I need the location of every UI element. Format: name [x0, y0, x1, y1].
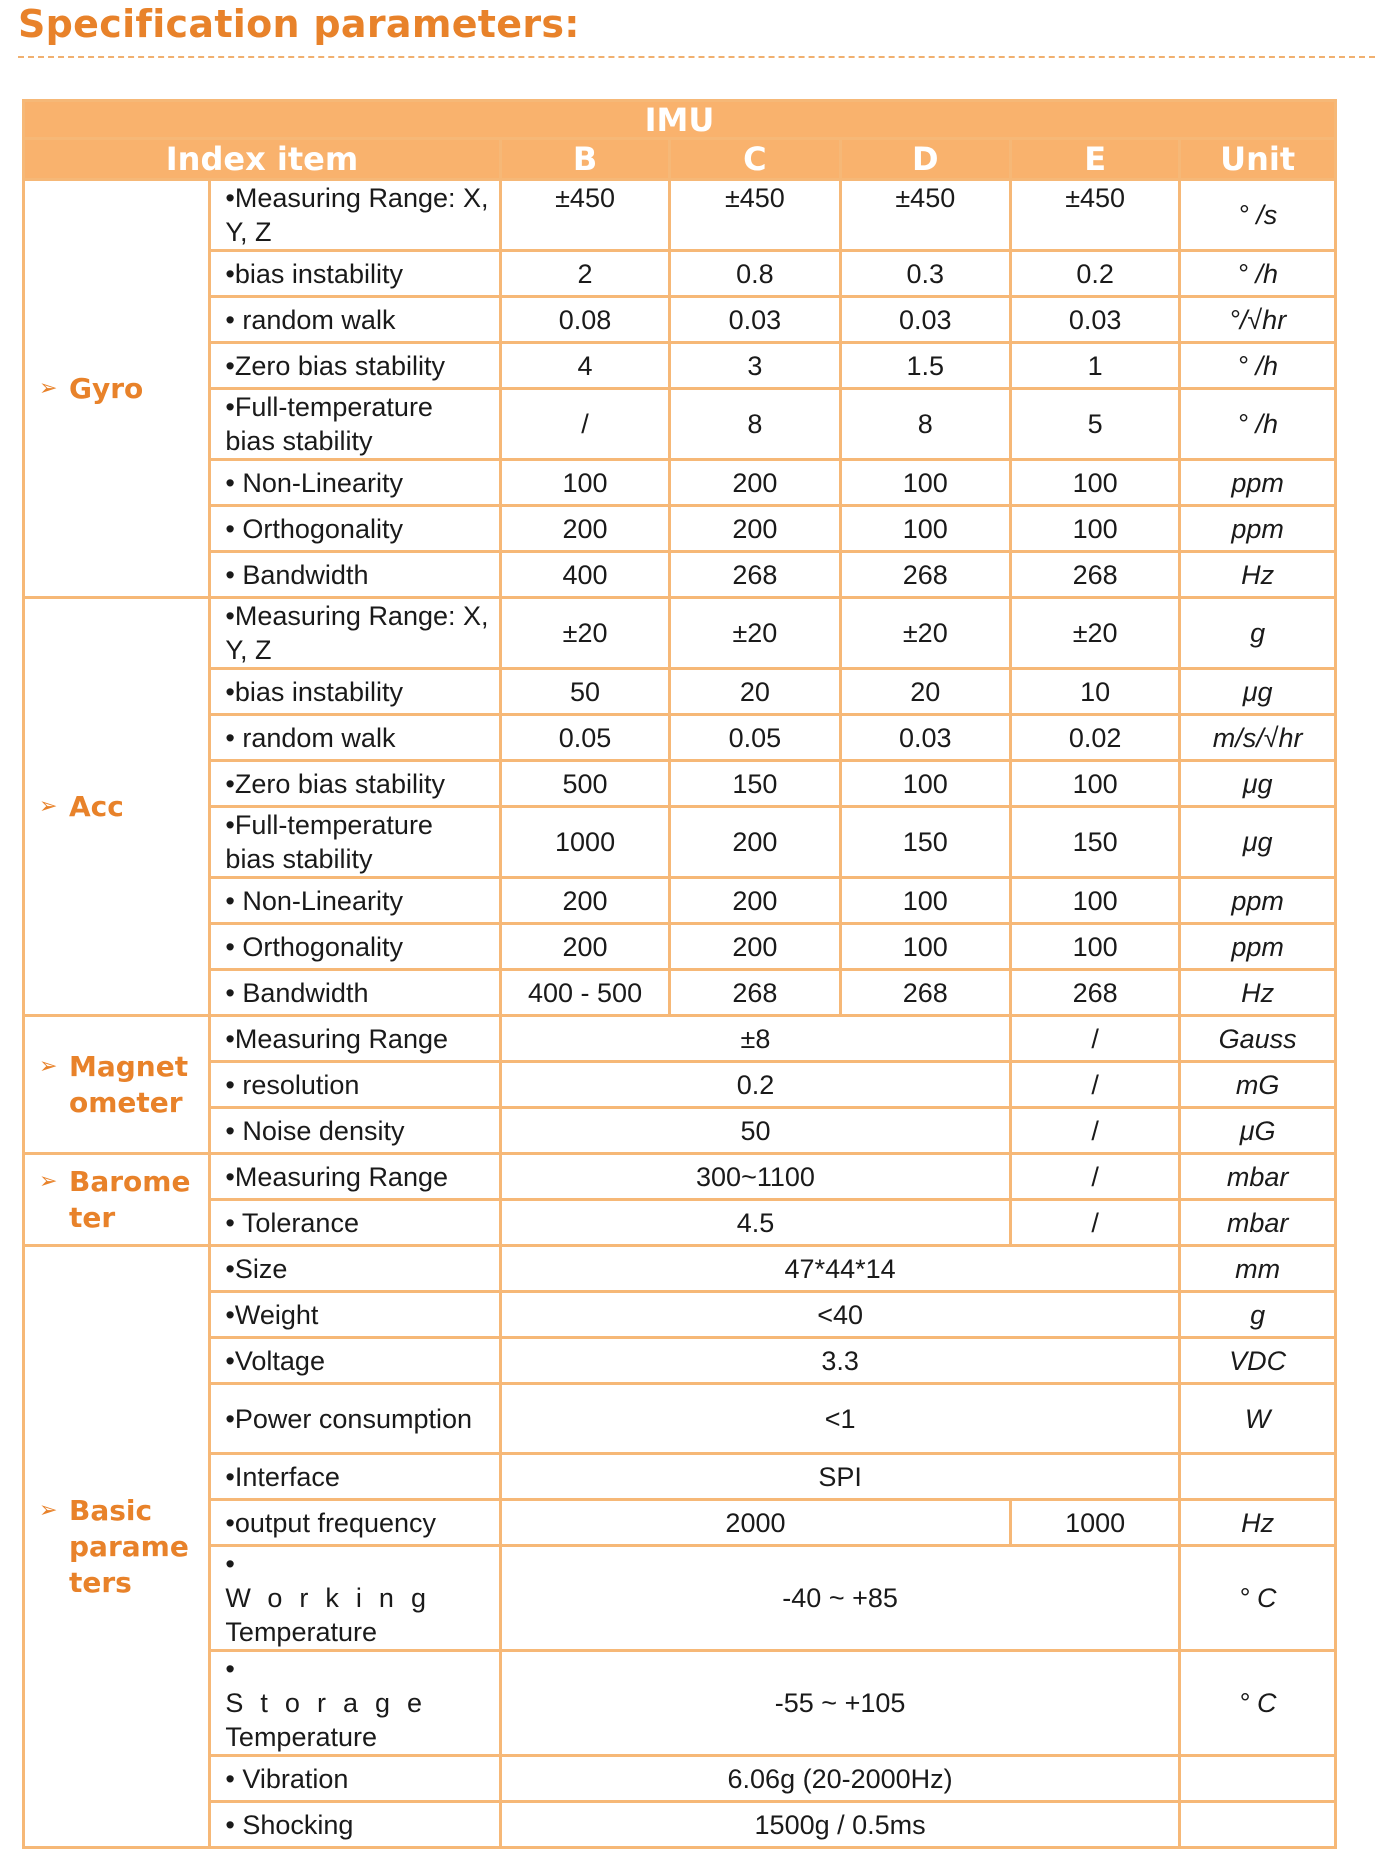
table-row — [24, 1546, 1336, 1651]
value-d: 268 — [840, 552, 1010, 598]
table-row — [24, 807, 1336, 878]
param-name-line-1: • Storage — [225, 1654, 439, 1718]
unit: μg — [1180, 807, 1336, 878]
value-e: 100 — [1011, 761, 1180, 807]
table-row — [24, 715, 1336, 761]
value-e: 10 — [1011, 669, 1180, 715]
table-row — [24, 1500, 1336, 1546]
table-row — [24, 1292, 1336, 1338]
table-row — [24, 1338, 1336, 1384]
arrow-right-icon: ➢ — [39, 793, 58, 819]
value-all: -55 ~ +105 — [500, 1651, 1179, 1756]
param-name: •Interface — [210, 1454, 501, 1500]
value-d: 268 — [840, 970, 1010, 1016]
value-c: 20 — [670, 669, 840, 715]
value-b: 200 — [500, 878, 669, 924]
value-all: 1500g / 0.5ms — [500, 1802, 1179, 1848]
arrow-right-icon: ➢ — [39, 375, 58, 401]
param-name-line-1: • Working — [225, 1549, 443, 1613]
value-b: / — [500, 389, 669, 460]
unit: mbar — [1180, 1200, 1336, 1246]
unit: ° C — [1180, 1546, 1336, 1651]
table-row — [24, 460, 1336, 506]
table-row — [24, 1246, 1336, 1292]
param-name: • Orthogonality — [210, 506, 501, 552]
unit: °/√hr — [1180, 297, 1336, 343]
col-header-e: E — [1011, 139, 1180, 180]
value-bcd: 2000 — [500, 1500, 1010, 1546]
value-c: 0.8 — [670, 251, 840, 297]
col-header-c: C — [670, 139, 840, 180]
table-row — [24, 1651, 1336, 1756]
table-row — [24, 970, 1336, 1016]
unit: ppm — [1180, 878, 1336, 924]
value-b: 400 - 500 — [500, 970, 669, 1016]
param-name: •Zero bias stability — [210, 343, 501, 389]
value-b: 200 — [500, 924, 669, 970]
value-all: 47*44*14 — [500, 1246, 1179, 1292]
unit: ° C — [1180, 1651, 1336, 1756]
param-name-line-2: Temperature — [225, 1722, 377, 1752]
unit: Gauss — [1180, 1016, 1336, 1062]
unit — [1180, 1454, 1336, 1500]
table-row — [24, 343, 1336, 389]
table-row — [24, 297, 1336, 343]
param-name: •Weight — [210, 1292, 501, 1338]
value-d: 0.03 — [840, 297, 1010, 343]
value-c: 200 — [670, 807, 840, 878]
value-d: ±450 — [840, 180, 1010, 251]
param-name: • Non-Linearity — [210, 460, 501, 506]
table-row — [24, 1756, 1336, 1802]
value-d: 100 — [840, 761, 1010, 807]
param-name: •Measuring Range: X, Y, Z — [210, 180, 501, 251]
unit: ppm — [1180, 460, 1336, 506]
value-b: 400 — [500, 552, 669, 598]
param-name: •Zero bias stability — [210, 761, 501, 807]
unit: ° /h — [1180, 343, 1336, 389]
unit: ° /h — [1180, 389, 1336, 460]
param-name: •Full-temperature bias stability — [210, 389, 501, 460]
value-e: 0.03 — [1011, 297, 1180, 343]
table-row — [24, 506, 1336, 552]
table-row — [24, 761, 1336, 807]
value-b: 0.08 — [500, 297, 669, 343]
param-name: • Tolerance — [210, 1200, 501, 1246]
value-e: / — [1011, 1016, 1180, 1062]
value-bcd: ±8 — [500, 1016, 1010, 1062]
table-row — [24, 598, 1336, 669]
unit: μg — [1180, 761, 1336, 807]
value-d: 100 — [840, 506, 1010, 552]
unit — [1180, 1756, 1336, 1802]
param-name: • random walk — [210, 297, 501, 343]
param-name: •Measuring Range — [210, 1154, 501, 1200]
unit: m/s/√hr — [1180, 715, 1336, 761]
group-label: Barome ter — [69, 1164, 191, 1234]
spec-table — [22, 99, 1337, 1849]
group-basic-parameters — [24, 1246, 210, 1848]
value-c: 200 — [670, 924, 840, 970]
value-b: 0.05 — [500, 715, 669, 761]
param-name: •bias instability — [210, 251, 501, 297]
value-e: 150 — [1011, 807, 1180, 878]
value-d: 1.5 — [840, 343, 1010, 389]
value-e: 100 — [1011, 460, 1180, 506]
param-name: •Full-temperature bias stability — [210, 807, 501, 878]
page-title: Specification parameters: — [18, 2, 580, 46]
value-b: 200 — [500, 506, 669, 552]
value-d: 100 — [840, 924, 1010, 970]
group-label: Acc — [69, 789, 124, 823]
table-row — [24, 669, 1336, 715]
unit: g — [1180, 1292, 1336, 1338]
param-name: • Noise density — [210, 1108, 501, 1154]
param-name: • Vibration — [210, 1756, 501, 1802]
value-e: 100 — [1011, 924, 1180, 970]
value-b: 500 — [500, 761, 669, 807]
value-bcd: 0.2 — [500, 1062, 1010, 1108]
table-row — [24, 1802, 1336, 1848]
value-bcd: 300~1100 — [500, 1154, 1010, 1200]
param-name: • Bandwidth — [210, 970, 501, 1016]
value-c: 200 — [670, 878, 840, 924]
table-row — [24, 1384, 1336, 1454]
unit: ° /h — [1180, 251, 1336, 297]
header-row-columns — [24, 139, 1336, 180]
group-acc — [24, 598, 210, 1016]
param-name-line-2: Temperature — [225, 1617, 377, 1647]
param-name: •output frequency — [210, 1500, 501, 1546]
value-b: 100 — [500, 460, 669, 506]
unit — [1180, 1802, 1336, 1848]
value-c: 3 — [670, 343, 840, 389]
group-barometer — [24, 1154, 210, 1246]
unit: mm — [1180, 1246, 1336, 1292]
value-e: / — [1011, 1062, 1180, 1108]
value-b: ±450 — [500, 180, 669, 251]
unit: mbar — [1180, 1154, 1336, 1200]
param-name: • Orthogonality — [210, 924, 501, 970]
value-e: 1000 — [1011, 1500, 1180, 1546]
value-c: 8 — [670, 389, 840, 460]
param-name: • Non-Linearity — [210, 878, 501, 924]
value-e: ±450 — [1011, 180, 1180, 251]
unit: μG — [1180, 1108, 1336, 1154]
value-c: ±20 — [670, 598, 840, 669]
value-e: / — [1011, 1108, 1180, 1154]
value-e: / — [1011, 1154, 1180, 1200]
unit: ° /s — [1180, 180, 1336, 251]
value-b: 4 — [500, 343, 669, 389]
unit: Hz — [1180, 552, 1336, 598]
value-all: <40 — [500, 1292, 1179, 1338]
param-name: •Measuring Range — [210, 1016, 501, 1062]
param-name: • resolution — [210, 1062, 501, 1108]
table-row — [24, 1154, 1336, 1200]
value-b: ±20 — [500, 598, 669, 669]
param-name: • Bandwidth — [210, 552, 501, 598]
value-bcd: 4.5 — [500, 1200, 1010, 1246]
value-all: <1 — [500, 1384, 1179, 1454]
value-d: 150 — [840, 807, 1010, 878]
value-c: 268 — [670, 552, 840, 598]
header-row-imu — [24, 101, 1336, 139]
value-c: 200 — [670, 460, 840, 506]
value-all: 6.06g (20-2000Hz) — [500, 1756, 1179, 1802]
arrow-right-icon: ➢ — [39, 1497, 58, 1523]
value-all: -40 ~ +85 — [500, 1546, 1179, 1651]
param-name: •Voltage — [210, 1338, 501, 1384]
value-e: 268 — [1011, 970, 1180, 1016]
value-bcd: 50 — [500, 1108, 1010, 1154]
group-label: Gyro — [69, 371, 144, 405]
param-name: • random walk — [210, 715, 501, 761]
group-label: Magnet ometer — [69, 1049, 189, 1119]
group-label: Basic parame ters — [69, 1493, 189, 1599]
col-header-b: B — [500, 139, 669, 180]
table-caption: IMU — [24, 101, 1336, 139]
col-header-d: D — [840, 139, 1010, 180]
value-c: 268 — [670, 970, 840, 1016]
unit: mG — [1180, 1062, 1336, 1108]
value-d: 20 — [840, 669, 1010, 715]
param-name: •Power consumption — [210, 1384, 501, 1454]
table-row — [24, 180, 1336, 251]
param-name: • Shocking — [210, 1802, 501, 1848]
col-header-index: Index item — [24, 139, 501, 180]
arrow-right-icon: ➢ — [39, 1053, 58, 1079]
unit: ppm — [1180, 506, 1336, 552]
value-e: 100 — [1011, 506, 1180, 552]
param-name: •bias instability — [210, 669, 501, 715]
value-e: / — [1011, 1200, 1180, 1246]
value-d: 100 — [840, 878, 1010, 924]
group-gyro — [24, 180, 210, 598]
title-divider — [18, 56, 1375, 58]
table-row — [24, 1200, 1336, 1246]
value-b: 2 — [500, 251, 669, 297]
value-b: 50 — [500, 669, 669, 715]
table-row — [24, 924, 1336, 970]
table-row — [24, 1016, 1336, 1062]
value-b: 1000 — [500, 807, 669, 878]
unit: Hz — [1180, 1500, 1336, 1546]
unit: ppm — [1180, 924, 1336, 970]
unit: VDC — [1180, 1338, 1336, 1384]
unit: Hz — [1180, 970, 1336, 1016]
value-c: 0.05 — [670, 715, 840, 761]
param-name — [210, 1546, 501, 1651]
table-row — [24, 1454, 1336, 1500]
group-magnetometer — [24, 1016, 210, 1154]
arrow-right-icon: ➢ — [39, 1168, 58, 1194]
value-d: 0.03 — [840, 715, 1010, 761]
value-e: 100 — [1011, 878, 1180, 924]
value-e: ±20 — [1011, 598, 1180, 669]
value-e: 268 — [1011, 552, 1180, 598]
table-row — [24, 552, 1336, 598]
table-row — [24, 1108, 1336, 1154]
param-name: •Measuring Range: X, Y, Z — [210, 598, 501, 669]
table-row — [24, 878, 1336, 924]
value-d: 0.3 — [840, 251, 1010, 297]
value-e: 0.2 — [1011, 251, 1180, 297]
value-e: 5 — [1011, 389, 1180, 460]
unit: g — [1180, 598, 1336, 669]
value-all: 3.3 — [500, 1338, 1179, 1384]
value-c: 150 — [670, 761, 840, 807]
unit: W — [1180, 1384, 1336, 1454]
unit: μg — [1180, 669, 1336, 715]
value-d: 100 — [840, 460, 1010, 506]
value-c: ±450 — [670, 180, 840, 251]
value-d: ±20 — [840, 598, 1010, 669]
value-e: 0.02 — [1011, 715, 1180, 761]
table-row — [24, 1062, 1336, 1108]
value-c: 200 — [670, 506, 840, 552]
value-c: 0.03 — [670, 297, 840, 343]
value-all: SPI — [500, 1454, 1179, 1500]
table-row — [24, 389, 1336, 460]
param-name — [210, 1651, 501, 1756]
value-e: 1 — [1011, 343, 1180, 389]
param-name: •Size — [210, 1246, 501, 1292]
table-row — [24, 251, 1336, 297]
col-header-unit: Unit — [1180, 139, 1336, 180]
value-d: 8 — [840, 389, 1010, 460]
